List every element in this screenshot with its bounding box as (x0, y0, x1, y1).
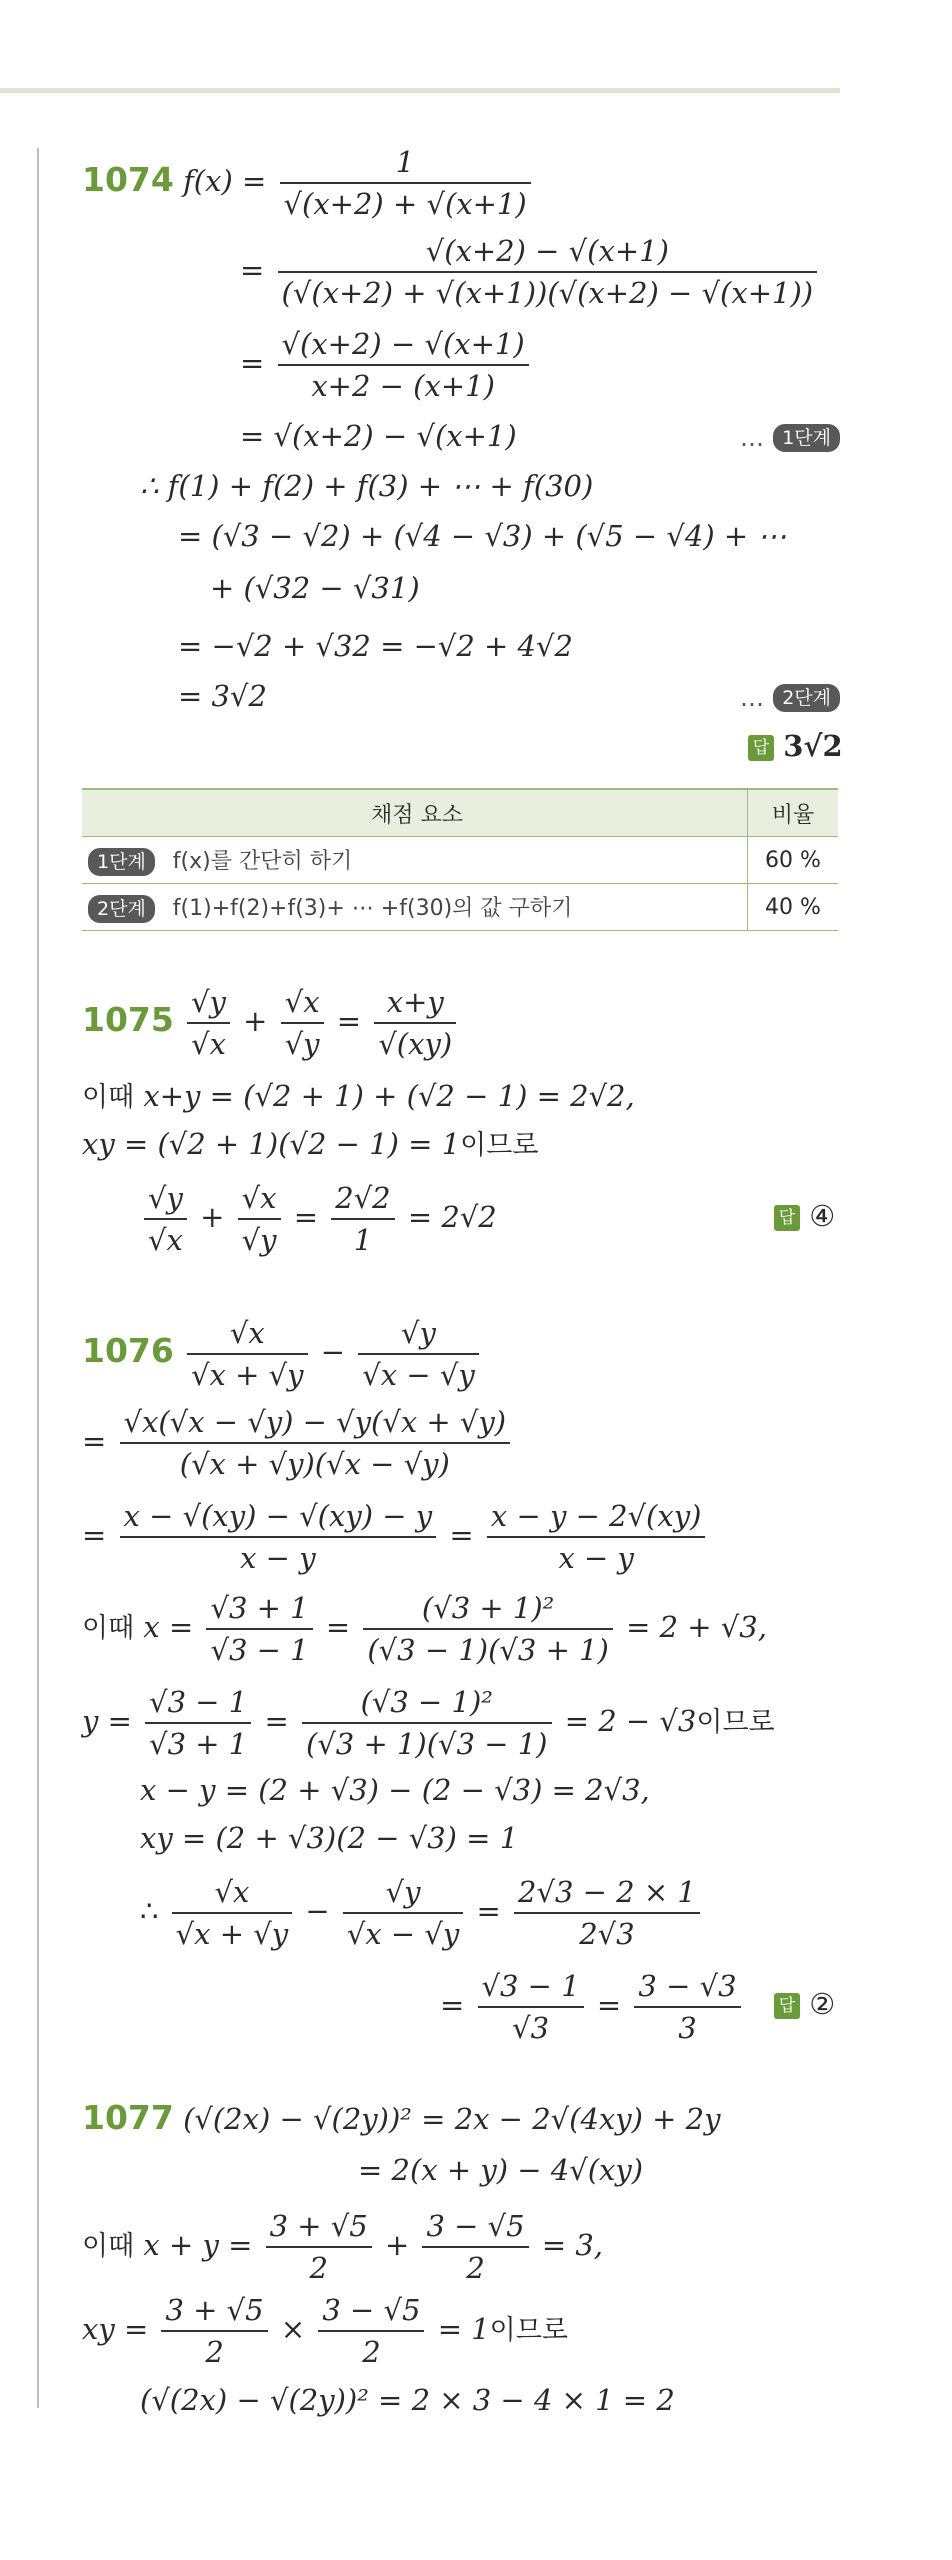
p1077-line-5: (√(2x) − √(2y))² = 2 × 3 − 4 × 1 = 2 (140, 2383, 675, 2417)
ratio-value: 40 % (748, 884, 839, 931)
p1074-line-4: = √(x+2) − √(x+1) (240, 419, 517, 453)
criteria-text: f(1)+f(2)+f(3)+ ⋯ +f(30)의 값 구하기 (172, 896, 573, 921)
p1077-line-2: = 2(x + y) − 4√(xy) (358, 2153, 644, 2187)
p1074-answer-value: 3√2 (783, 729, 843, 763)
p1077-line-1: 1077 (√(2x) − √(2y))² = 2x − 2√(4xy) + 2y (82, 2098, 721, 2137)
p1074-l2-fraction: $\frac{√(x+2) - √(x+1)}{(√(x+2) + √(x+1))(√(x+2) - √(x+1))}$ (278, 231, 818, 313)
scoring-header-criteria: 채점 요소 (82, 789, 748, 837)
p1076-line-9: = $\frac{√3 - 1}{√3}$ = $\frac{3 - √3}{3}$ (440, 1960, 745, 2050)
p1074-line-5: ∴ f(1) + f(2) + f(3) + ⋯ + f(30) (140, 469, 594, 503)
p1076-line-8: ∴ $\frac{√x}{√x + √y}$ − $\frac{√y}{√x - √y}$ = $\frac{2√3 - 2 \times 1}{2√3}$ (140, 1866, 704, 1956)
p1076-line-3: = $\frac{x - √(xy) - √(xy) - y}{x - y}$ = $\frac{x - y - 2√(xy)}{x - y}$ (82, 1490, 709, 1580)
p1077-line-3: 이때 x + y = $\frac{3 + √5}{2}$ + $\frac{3 - √5}{2}$ = 3, (82, 2200, 603, 2290)
p1075-line-1: 1075 $\frac{√y}{√x}$ + $\frac{√x}{√y}$ = $\frac{x+y}{√(xy)}$ (82, 975, 460, 1065)
p1075-line-2: 이때 x+y = (√2 + 1) + (√2 − 1) = 2√2, (82, 1079, 635, 1113)
scoring-table (82, 788, 838, 931)
p1074-line-8: = −√2 + √32 = −√2 + 4√2 (178, 629, 573, 663)
problem-number-1077: 1077 (82, 2098, 174, 2137)
criteria-text: f(x)를 간단히 하기 (172, 849, 353, 874)
step2-badge: 2단계 (88, 895, 155, 923)
table-row (82, 884, 838, 931)
p1074-line-3 (240, 318, 533, 408)
p1076-line-5: y = $\frac{√3 - 1}{√3 + 1}$ = $\frac{\text{(√3 − 1)²}}{(√3 + 1)(√3 - 1)}$ = 2 − √3이므로 (82, 1676, 775, 1766)
p1076-line-6: x − y = (2 + √3) − (2 − √3) = 2√3, (140, 1773, 650, 1807)
problem-number-1075: 1075 (82, 1000, 174, 1039)
p1074-line-1 (82, 135, 535, 225)
p1075-answer-value: ④ (809, 1199, 836, 1233)
p1074-line-6: = (√3 − √2) + (√4 − √3) + (√5 − √4) + ⋯ (178, 519, 787, 553)
step2-badge: 2단계 (773, 684, 840, 712)
p1074-l1-fraction: $\frac{1}{√(x+2) + √(x+1)}$ (280, 142, 531, 224)
answer-icon: 답 (748, 735, 774, 761)
answer-icon: 답 (774, 1993, 800, 2019)
p1077-line-4: xy = $\frac{3 + √5}{2}$ × $\frac{3 - √5}{2}$ = 1이므로 (82, 2284, 568, 2374)
scoring-header-ratio: 비율 (748, 789, 839, 837)
p1074-l2-eq: = (240, 253, 265, 287)
answer-icon: 답 (774, 1205, 800, 1231)
p1074-l3-eq: = (240, 346, 265, 380)
p1074-step2-marker: … 2단계 (740, 676, 840, 716)
p1074-line-9: = 3√2 (178, 679, 267, 713)
p1076-answer (774, 1984, 835, 2024)
problem-number-1074: 1074 (82, 160, 174, 199)
p1076-answer-value: ② (809, 1987, 836, 2021)
top-divider (0, 88, 840, 93)
p1074-l3-fraction: $\frac{√(x+2) - √(x+1)}{x+2 - (x+1)}$ (278, 324, 529, 406)
p1076-line-2: = $\frac{√x(√x - √y) - √y(√x + √y)}{(√x + √y)(√x - √y)}$ (82, 1396, 514, 1486)
table-row (82, 837, 838, 884)
step1-badge: 1단계 (773, 424, 840, 452)
p1074-line-7: + (√32 − √31) (210, 571, 420, 605)
p1074-line-2 (240, 225, 821, 315)
p1075-line-3: xy = (√2 + 1)(√2 − 1) = 1이므로 (82, 1127, 539, 1161)
p1074-step1-marker: … 1단계 (740, 416, 840, 456)
p1076-line-7: xy = (2 + √3)(2 − √3) = 1 (140, 1821, 519, 1855)
p1074-l1-lhs: f(x) = (183, 164, 267, 198)
p1075-answer (774, 1196, 835, 1236)
problem-number-1076: 1076 (82, 1331, 174, 1370)
ratio-value: 60 % (748, 837, 839, 884)
p1075-line-4: $\frac{√y}{√x}$ + $\frac{√x}{√y}$ = $\frac{2√2}{1}$ = 2√2 (140, 1172, 497, 1262)
p1076-line-4: 이때 x = $\frac{√3 + 1}{√3 - 1}$ = $\frac{\text{(√3 + 1)²}}{(√3 - 1)(√3 + 1)}$ = 2 + √3, (82, 1582, 767, 1672)
step1-badge: 1단계 (88, 848, 155, 876)
left-margin-rule (37, 148, 39, 2408)
p1076-line-1: 1076 $\frac{√x}{√x + √y}$ − $\frac{√y}{√x - √y}$ (82, 1306, 483, 1396)
p1074-answer (748, 726, 843, 766)
